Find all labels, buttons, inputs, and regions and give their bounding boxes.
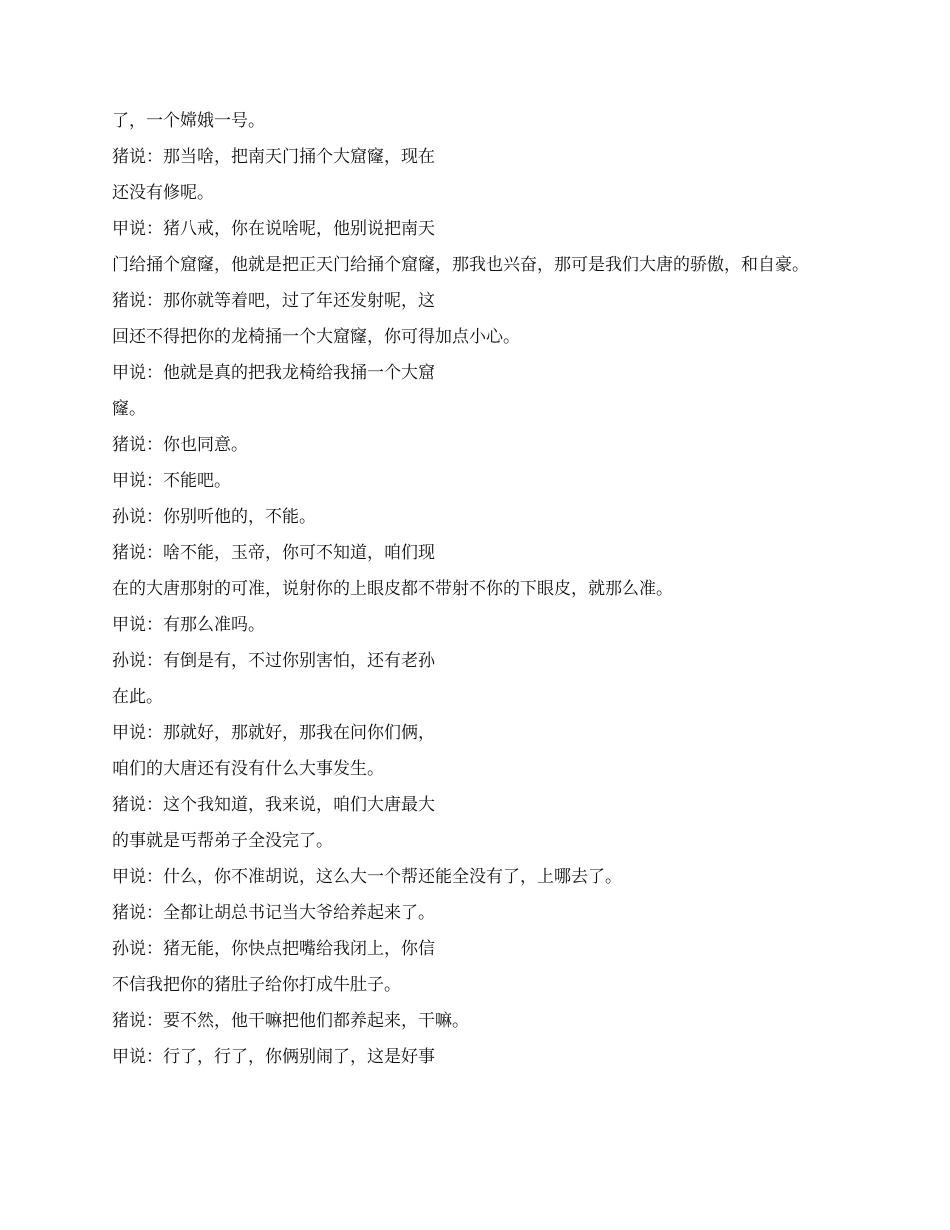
text-line: 甲说：猪八戒，你在说啥呢，他别说把南天	[112, 219, 435, 239]
text-line: 的事就是丐帮弟子全没完了。	[112, 831, 333, 851]
text-line: 孙说：你别听他的，不能。	[112, 507, 316, 527]
text-line: 甲说：不能吧。	[112, 471, 231, 491]
text-line: 甲说：他就是真的把我龙椅给我捅一个大窟	[112, 363, 435, 383]
text-line: 甲说：什么，你不准胡说，这么大一个帮还能全没有了，上哪去了。	[112, 867, 622, 887]
text-line: 甲说：有那么准吗。	[112, 615, 265, 635]
text-line: 咱们的大唐还有没有什么大事发生。	[112, 759, 384, 779]
document-body	[112, 111, 847, 1083]
text-line: 还没有修呢。	[112, 183, 214, 203]
text-line: 猪说：要不然，他干嘛把他们都养起来，干嘛。	[112, 1011, 469, 1031]
text-line: 门给捅个窟窿，他就是把正天门给捅个窟窿，那我也兴奋，那可是我们大唐的骄傲，和自豪。	[112, 255, 809, 275]
text-line: 回还不得把你的龙椅捅一个大窟窿，你可得加点小心。	[112, 327, 520, 347]
text-line: 猪说：这个我知道，我来说，咱们大唐最大	[112, 795, 435, 815]
text-line: 了，一个嫦娥一号。	[112, 111, 265, 131]
text-line: 猪说：啥不能，玉帝，你可不知道，咱们现	[112, 543, 435, 563]
text-line: 猪说：全都让胡总书记当大爷给养起来了。	[112, 903, 435, 923]
text-line: 猪说：那当啥，把南天门捅个大窟窿，现在	[112, 147, 435, 167]
text-line: 猪说：那你就等着吧，过了年还发射呢，这	[112, 291, 435, 311]
text-line: 猪说：你也同意。	[112, 435, 248, 455]
text-line: 不信我把你的猪肚子给你打成牛肚子。	[112, 975, 401, 995]
text-line: 孙说：有倒是有，不过你别害怕，还有老孙	[112, 651, 435, 671]
text-line: 孙说：猪无能，你快点把嘴给我闭上，你信	[112, 939, 435, 959]
text-line: 甲说：那就好，那就好，那我在问你们俩，	[112, 723, 435, 743]
text-line: 在的大唐那射的可准，说射你的上眼皮都不带射不你的下眼皮，就那么准。	[112, 579, 673, 599]
text-line: 在此。	[112, 687, 163, 707]
text-line: 甲说：行了，行了，你俩别闹了，这是好事	[112, 1047, 435, 1067]
text-line: 窿。	[112, 399, 146, 419]
